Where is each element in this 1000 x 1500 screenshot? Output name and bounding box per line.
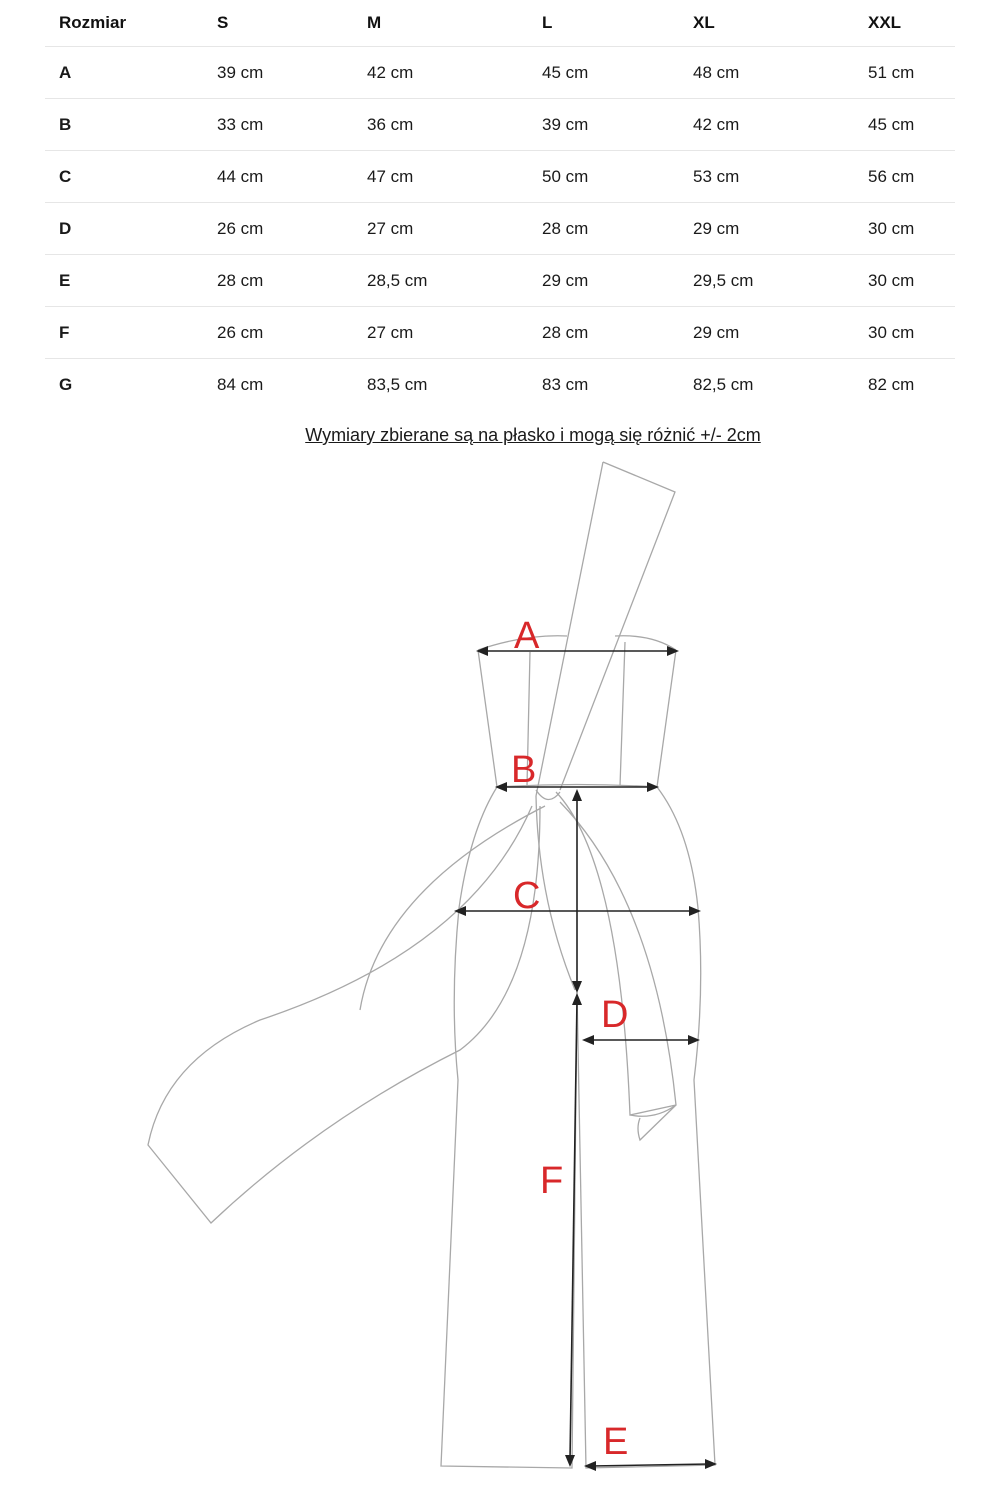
pants-outline <box>441 787 715 1468</box>
table-cell: 50 cm <box>528 151 679 203</box>
table-cell: 27 cm <box>353 307 528 359</box>
table-cell: 44 cm <box>203 151 353 203</box>
table-cell: 28 cm <box>528 203 679 255</box>
table-cell: 36 cm <box>353 99 528 151</box>
row-label: D <box>45 203 203 255</box>
arrow-f-head-top <box>572 993 582 1005</box>
table-cell: 82 cm <box>868 374 915 394</box>
header-size-m: M <box>353 0 528 47</box>
table-cell: 84 cm <box>217 374 264 394</box>
arrow-c-head-right <box>689 906 701 916</box>
table-cell: 28 cm <box>203 255 353 307</box>
arrow-a-head-left <box>476 646 488 656</box>
row-label: B <box>45 99 203 151</box>
table-header-row <box>45 0 955 47</box>
table-cell: 53 cm <box>679 151 854 203</box>
table-cell: 83,5 cm <box>367 374 428 394</box>
table-cell: 42 cm <box>679 99 854 151</box>
table-cell: 47 cm <box>353 151 528 203</box>
table-cell: 83 cm <box>542 374 589 394</box>
header-size-l: L <box>528 0 679 47</box>
arrow-f <box>570 1000 577 1460</box>
label-f: F <box>540 1160 564 1202</box>
table-cell: 26 cm <box>203 307 353 359</box>
label-c: C <box>513 875 541 917</box>
table-row <box>45 99 955 151</box>
table-cell: 30 cm <box>854 307 955 359</box>
table-cell: 29,5 cm <box>679 255 854 307</box>
table-cell: 82,5 cm <box>693 374 754 394</box>
bodice-outline <box>478 636 676 787</box>
table-row <box>45 255 955 307</box>
row-label: C <box>45 151 203 203</box>
label-e: E <box>603 1421 629 1463</box>
table-cell: 29 cm <box>679 307 854 359</box>
row-label: A <box>45 47 203 99</box>
table-cell: 28,5 cm <box>353 255 528 307</box>
table-cell: 39 cm <box>203 47 353 99</box>
table-cell: 42 cm <box>353 47 528 99</box>
table-cell: 26 cm <box>203 203 353 255</box>
measurement-note: Wymiary zbierane są na płasko i mogą się różnić +/- 2cm <box>305 425 761 445</box>
shoulder-strap-outline <box>536 462 675 796</box>
arrow-d-vertical-head-top <box>572 789 582 801</box>
table-cell: 51 cm <box>854 47 955 99</box>
table-cell: 45 cm <box>854 99 955 151</box>
label-b: B <box>511 749 537 791</box>
header-size-xl: XL <box>679 0 854 47</box>
header-rozmiar: Rozmiar <box>45 0 203 47</box>
row-label: E <box>45 255 203 307</box>
row-label: G <box>59 374 73 394</box>
table-cell: 29 cm <box>679 203 854 255</box>
table-cell: 45 cm <box>528 47 679 99</box>
row-label: F <box>45 307 203 359</box>
table-row <box>45 359 955 411</box>
table-cell: 30 cm <box>854 203 955 255</box>
label-a: A <box>514 615 540 657</box>
table-row <box>45 151 955 203</box>
table-row <box>45 47 955 99</box>
table-cell: 56 cm <box>854 151 955 203</box>
table-cell: 48 cm <box>679 47 854 99</box>
belt-tie-outline <box>148 790 676 1223</box>
header-size-xxl: XXL <box>854 0 955 47</box>
table-cell: 39 cm <box>528 99 679 151</box>
table-cell: 30 cm <box>854 255 955 307</box>
table-row <box>45 203 955 255</box>
arrow-f-head-bottom <box>565 1455 575 1467</box>
label-d: D <box>601 994 629 1036</box>
table-cell: 33 cm <box>203 99 353 151</box>
arrow-d-head-left <box>582 1035 594 1045</box>
table-cell: 29 cm <box>528 255 679 307</box>
size-chart-table <box>45 0 955 410</box>
header-size-s: S <box>203 0 353 47</box>
measurement-arrows <box>454 646 717 1471</box>
table-cell: 28 cm <box>528 307 679 359</box>
table-cell: 27 cm <box>353 203 528 255</box>
garment-measurement-diagram <box>0 455 1000 1500</box>
table-row <box>45 307 955 359</box>
